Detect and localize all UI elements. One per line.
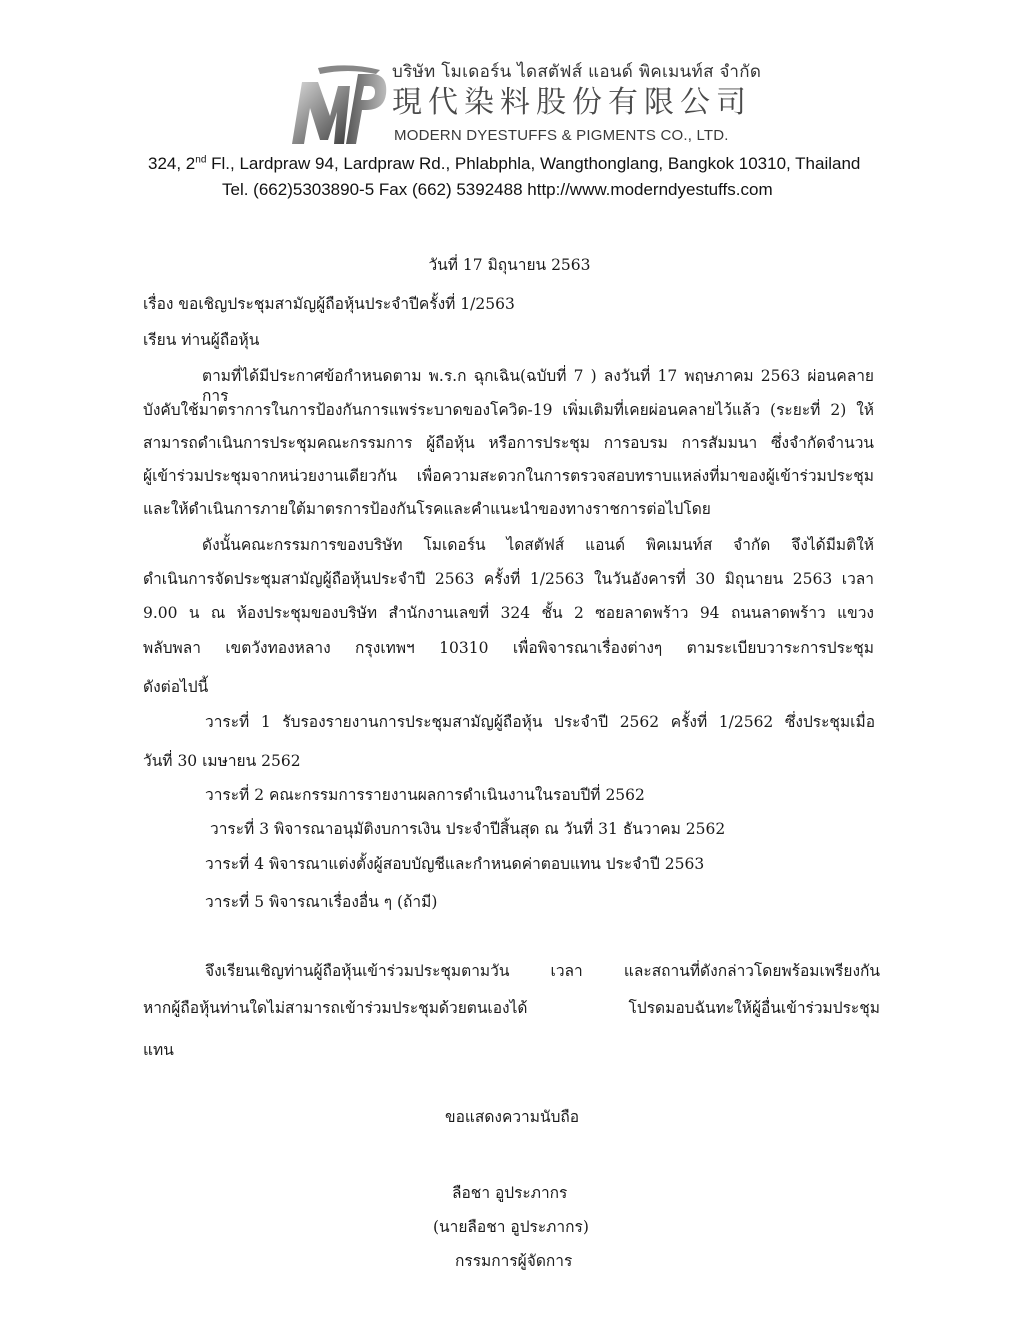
paragraph-1-line: และให้ดำเนินการภายใต้มาตรการป้องกันโรคและคำแนะนำของทางราชการต่อไปโดย [143, 500, 711, 518]
company-logo [288, 64, 390, 148]
signature: ลือชา อูประภากร [452, 1184, 568, 1202]
agenda-item-1: วาระที่ 1 รับรองรายงานการประชุมสามัญผู้ถือหุ้น ประจำปี 2562 ครั้งที่ 1/2562 ซึ่งประชุมเมื่อ [205, 713, 875, 731]
paragraph-2-line: ดังนั้นคณะกรรมการของบริษัท โมเดอร์น ไดสตัฟส์ แอนด์ พิคเมนท์ส จำกัด จึงได้มีมติให้ [202, 536, 874, 554]
agenda-item-4: วาระที่ 4 พิจารณาแต่งตั้งผู้สอบบัญชีและกำหนดค่าตอบแทน ประจำปี 2563 [205, 855, 705, 873]
paragraph-1-line: สามารถดำเนินการประชุมคณะกรรมการ ผู้ถือหุ้น หรือการประชุม การอบรม การสัมมนา ซึ่งจำกัดจำนวน [143, 434, 874, 452]
paragraph-3-line: หากผู้ถือหุ้นท่านใดไม่สามารถเข้าร่วมประชุมด้วยตนเองได้ โปรดมอบฉันทะให้ผู้อื่นเข้าร่วมประชุม [143, 999, 880, 1017]
agenda-item-2: วาระที่ 2 คณะกรรมการรายงานผลการดำเนินงานในรอบปีที่ 2562 [205, 786, 645, 804]
address-number: 324, 2 [148, 154, 196, 173]
agenda-item-3: วาระที่ 3 พิจารณาอนุมัติงบการเงิน ประจำปีสิ้นสุด ณ วันที่ 31 ธันวาคม 2562 [210, 820, 726, 838]
letter-salutation: เรียน ท่านผู้ถือหุ้น [143, 331, 260, 349]
paragraph-2-line: ดังต่อไปนี้ [143, 678, 209, 696]
company-name-thai: บริษัท โมเดอร์น ไดสตัฟส์ แอนด์ พิคเมนท์ส จำกัด [392, 62, 762, 82]
signer-title: กรรมการผู้จัดการ [455, 1252, 573, 1270]
address-floor-suffix: nd [195, 154, 207, 166]
signer-name: (นายลือชา อูประภากร) [433, 1218, 589, 1236]
paragraph-2-line: ดำเนินการจัดประชุมสามัญผู้ถือหุ้นประจำปี 2563 ครั้งที่ 1/2563 ในวันอังคารที่ 30 มิถุนายน 2563 เวลา [143, 570, 874, 588]
paragraph-3-line: จึงเรียนเชิญท่านผู้ถือหุ้นเข้าร่วมประชุมตามวัน เวลา และสถานที่ดังกล่าวโดยพร้อมเพรียงกัน [205, 962, 880, 980]
company-name-english: MODERN DYESTUFFS & PIGMENTS CO., LTD. [394, 127, 729, 144]
address-street: Fl., Lardpraw 94, Lardpraw Rd., Phlabphla, Wangthonglang, Bangkok 10310, Thailand [206, 154, 861, 173]
paragraph-2-line: 9.00 น ณ ห้องประชุมของบริษัท สำนักงานเลขที่ 324 ชั้น 2 ซอยลาดพร้าว 94 ถนนลาดพร้าว แขวง [143, 604, 874, 622]
agenda-item-5: วาระที่ 5 พิจารณาเรื่องอื่น ๆ (ถ้ามี) [205, 893, 438, 911]
letter-date: วันที่ 17 มิถุนายน 2563 [428, 256, 591, 274]
company-name-chinese: 現代染料股份有限公司 [392, 85, 752, 120]
paragraph-1-line: บังคับใช้มาตราการในการป้องกันการแพร่ระบาดของโควิด-19 เพิ่มเติมที่เคยผ่อนคลายไว้แล้ว (ระยะที่ 2) ให้ [143, 401, 874, 419]
paragraph-1-line: ตามที่ได้มีประกาศข้อกำหนดตาม พ.ร.ก ฉุกเฉิน(ฉบับที่ 7 ) ลงวันที่ 17 พฤษภาคม 2563 ผ่อนคลายการ [202, 367, 874, 405]
closing-phrase: ขอแสดงความนับถือ [445, 1108, 580, 1126]
letter-subject: เรื่อง ขอเชิญประชุมสามัญผู้ถือหุ้นประจำปีครั้งที่ 1/2563 [143, 295, 515, 313]
paragraph-2-line: พลับพลา เขตวังทองหลาง กรุงเทพฯ 10310 เพื่อพิจารณาเรื่องต่างๆ ตามระเบียบวาระการประชุม [143, 639, 874, 657]
agenda-item-1-continued: วันที่ 30 เมษายน 2562 [143, 752, 301, 770]
paragraph-1-line: ผู้เข้าร่วมประชุมจากหน่วยงานเดียวกัน เพื่อความสะดวกในการตรวจสอบทราบแหล่งที่มาของผู้เข้าร่วมประชุม [143, 467, 874, 485]
company-address [148, 154, 913, 174]
paragraph-3-line: แทน [143, 1041, 174, 1059]
company-contact: Tel. (662)5303890-5 Fax (662) 5392488 http://www.moderndyestuffs.com [222, 180, 773, 199]
